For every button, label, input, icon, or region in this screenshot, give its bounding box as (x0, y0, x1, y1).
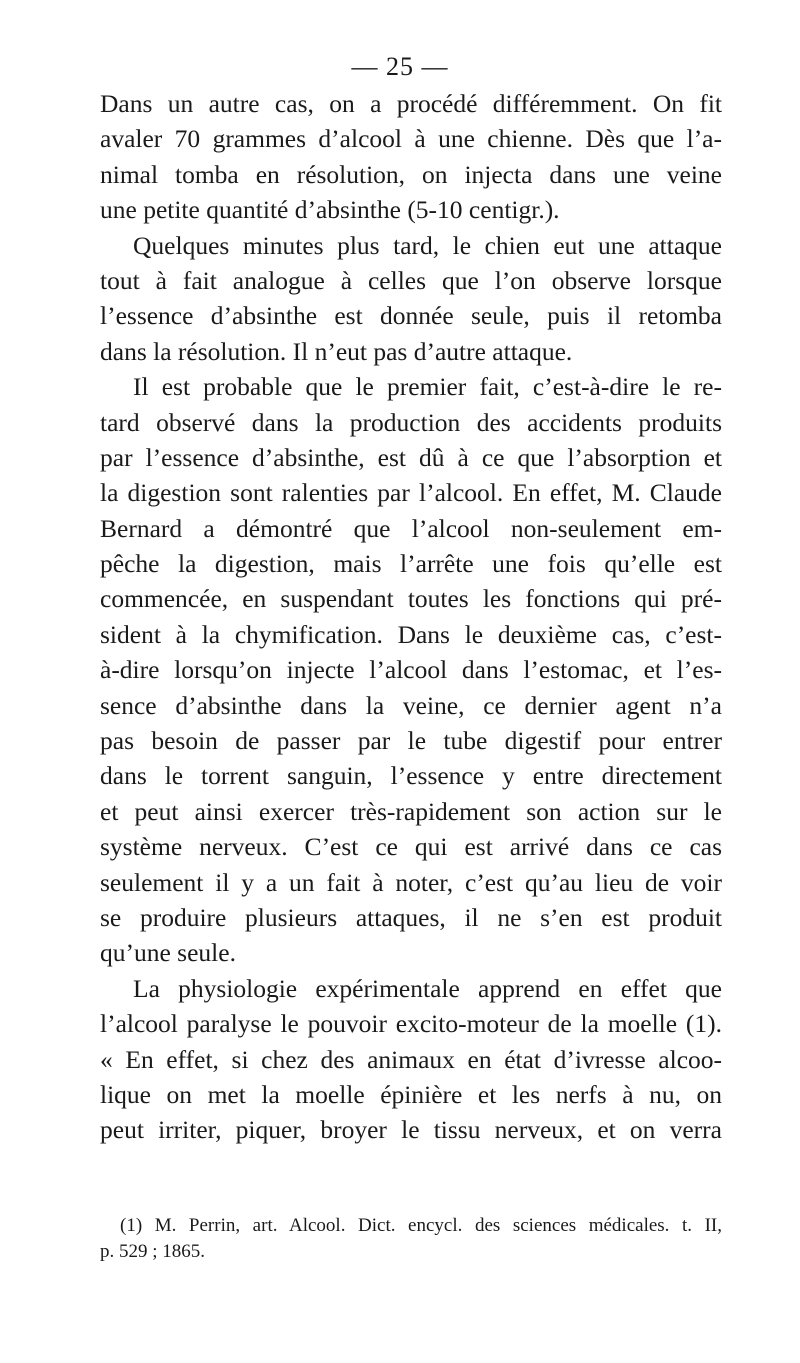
text-line: dans la résolution. Il n’eut pas d’autre attaque. (100, 336, 573, 366)
text-line: sident à la chymification. Dans le deuxième cas, c’est- (100, 619, 722, 649)
text-line: La physiologie expérimentale apprend en effet que (133, 973, 722, 1003)
text-line: l’alcool paralyse le pouvoir excito-moteur de la moelle (1). (100, 1009, 722, 1039)
text-line: pêche la digestion, mais l’arrête une fois qu’elle est (100, 549, 722, 579)
text-line: dans le torrent sanguin, l’essence y entre directement (100, 761, 722, 791)
text-line: Bernard a démontré que l’alcool non-seulement em- (100, 513, 722, 543)
text-line: avaler 70 grammes d’alcool à une chienne. Dès que l’a- (100, 124, 722, 154)
page-number: — 25 — (351, 52, 449, 81)
text-line: la digestion sont ralenties par l’alcool. En effet, M. Claude (100, 478, 722, 508)
text-line: Il est probable que le premier fait, c’est-à-dire le re- (133, 372, 722, 402)
text-line: et peut ainsi exercer très-rapidement son action sur le (100, 796, 722, 826)
text-line: à-dire lorsqu’on injecte l’alcool dans l’estomac, et l’es- (100, 655, 722, 685)
footnote-line: p. 529 ; 1865. (100, 1241, 206, 1262)
text-line: qu’une seule. (100, 938, 236, 968)
text-line: sence d’absinthe dans la veine, ce dernier agent n’a (100, 690, 722, 720)
text-line: tard observé dans la production des accidents produits (100, 407, 722, 437)
body-text (100, 86, 722, 1148)
text-line: par l’essence d’absinthe, est dû à ce que l’absorption et (100, 442, 722, 472)
text-line: système nerveux. C’est ce qui est arrivé dans ce cas (100, 832, 722, 862)
footnote (100, 1213, 722, 1265)
text-line: lique on met la moelle épinière et les nerfs à nu, on (100, 1079, 722, 1109)
footnote-line: (1) M. Perrin, art. Alcool. Dict. encycl. des sciences médicales. t. II, (120, 1215, 722, 1236)
text-line: nimal tomba en résolution, on injecta dans une veine (100, 159, 722, 189)
text-line: peut irriter, piquer, broyer le tissu nerveux, et on verra (100, 1115, 722, 1145)
text-line: tout à fait analogue à celles que l’on observe lorsque (100, 265, 722, 295)
text-line: seulement il y a un fait à noter, c’est qu’au lieu de voir (100, 867, 722, 897)
text-line: une petite quantité d’absinthe (5-10 centigr.). (100, 195, 560, 225)
text-line: Dans un autre cas, on a procédé différemment. On fit (100, 89, 722, 118)
text-line: se produire plusieurs attaques, il ne s’en est produit (100, 902, 722, 932)
text-line: pas besoin de passer par le tube digestif pour entrer (100, 726, 722, 756)
text-line: l’essence d’absinthe est donnée seule, puis il retomba (100, 301, 722, 331)
text-line: « En effet, si chez des animaux en état d’ivresse alcoo- (100, 1044, 722, 1074)
text-line: Quelques minutes plus tard, le chien eut une attaque (133, 230, 722, 260)
text-line: commencée, en suspendant toutes les fonctions qui pré- (100, 584, 722, 614)
